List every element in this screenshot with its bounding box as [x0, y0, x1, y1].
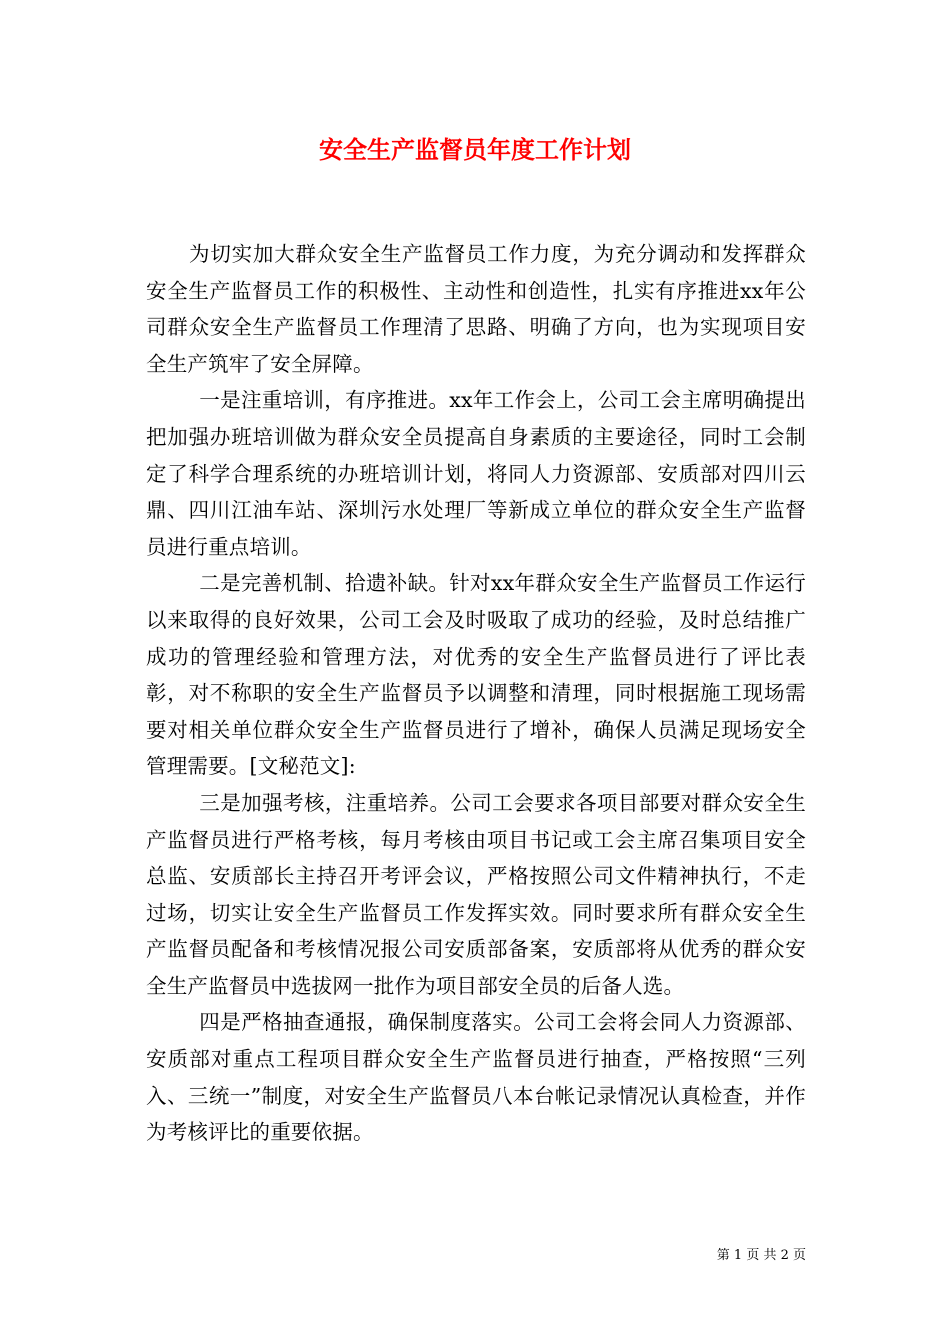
document-body [146, 236, 806, 1151]
page-number: 第 1 页 共 2 页 [716, 1248, 806, 1263]
paragraph-inspection: 四是严格抽查通报，确保制度落实。公司工会将会同人力资源部、安质部对重点工程项目群众安全生产监督员进行抽查，严格按照“三列入、三统一”制度，对安全生产监督员八本台帐记录情况认真检查，并作为考核评比的重要依据。 [146, 1010, 806, 1145]
paragraph-mechanism: 二是完善机制、拾遗补缺。针对xx年群众安全生产监督员工作运行以来取得的良好效果，公司工会及时吸取了成功的经验，及时总结推广成功的管理经验和管理方法，对优秀的安全生产监督员进行了评比表彰，对不称职的安全生产监督员予以调整和清理，同时根据施工现场需要对相关单位群众安全生产监督员进行了增补，确保人员满足现场安全管理需要。[文秘范文]: [146, 571, 806, 779]
document-title: 安全生产监督员年度工作计划 [319, 135, 631, 164]
paragraph-intro: 为切实加大群众安全生产监督员工作力度，为充分调动和发挥群众安全生产监督员工作的积极性、主动性和创造性，扎实有序推进xx年公司群众安全生产监督员工作理清了思路、明确了方向，也为实现项目安全生产筑牢了安全屏障。 [146, 242, 806, 376]
paragraph-assessment: 三是加强考核，注重培养。公司工会要求各项目部要对群众安全生产监督员进行严格考核，每月考核由项目书记或工会主席召集项目安全总监、安质部长主持召开考评会议，严格按照公司文件精神执行，不走过场，切实让安全生产监督员工作发挥实效。同时要求所有群众安全生产监督员配备和考核情况报公司安质部备案，安质部将从优秀的群众安全生产监督员中选拔网一批作为项目部安全员的后备人选。 [146, 790, 806, 998]
paragraph-training: 一是注重培训，有序推进。xx年工作会上，公司工会主席明确提出把加强办班培训做为群众安全员提高自身素质的主要途径，同时工会制定了科学合理系统的办班培训计划，将同人力资源部、安质部对四川云鼎、四川江油车站、深圳污水处理厂等新成立单位的群众安全生产监督员进行重点培训。 [146, 388, 806, 559]
